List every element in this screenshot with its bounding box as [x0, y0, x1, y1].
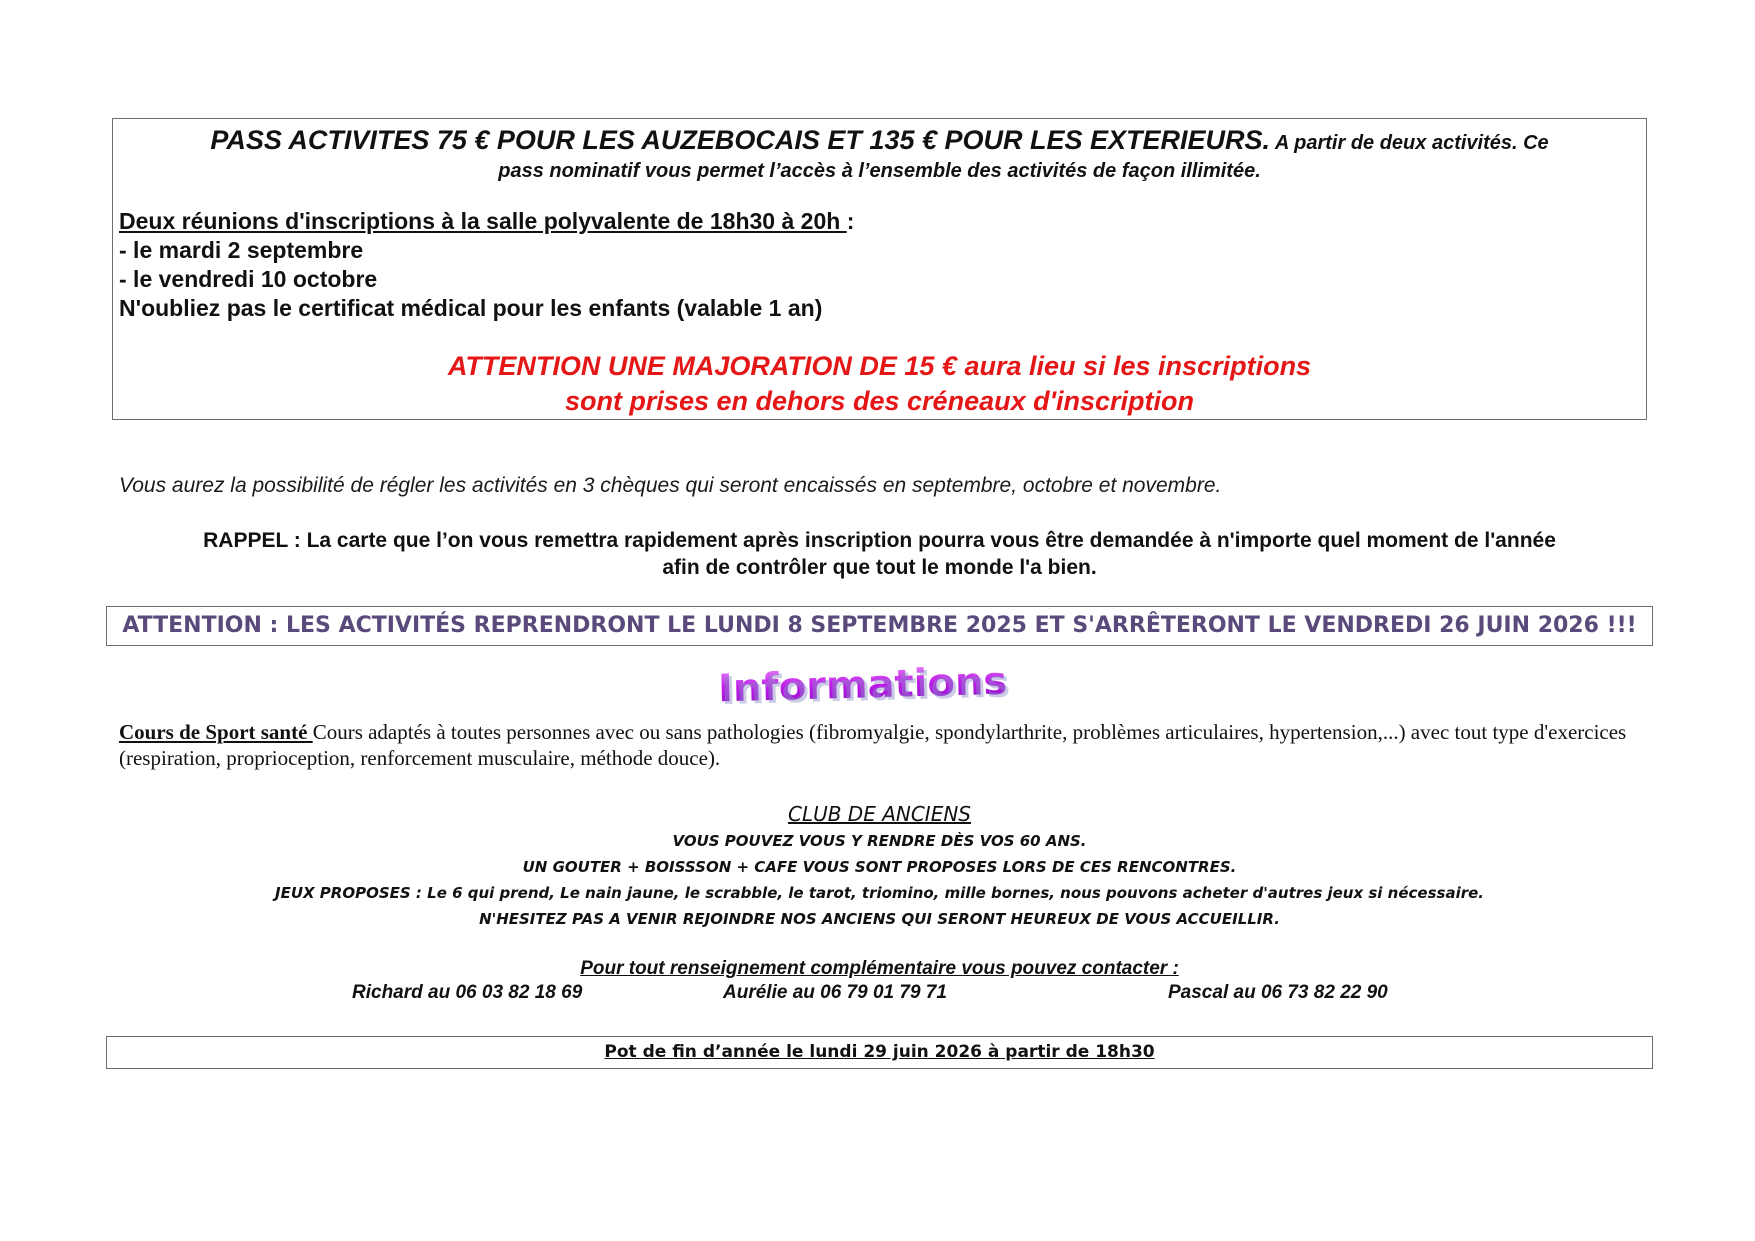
contact-richard: Richard au 06 03 82 18 69 — [352, 982, 583, 1003]
cheques-note: Vous aurez la possibilité de régler les activités en 3 chèques qui seront encaissés en septembre, octobre et novembre. — [119, 474, 1222, 497]
rappel-note — [112, 527, 1647, 581]
reunion-date: - le vendredi 10 octobre — [119, 266, 378, 292]
reunions-heading: Deux réunions d'inscriptions à la salle polyvalente de 18h30 à 20h — [119, 208, 847, 234]
contact-heading: Pour tout renseignement complémentaire vous pouvez contacter : — [580, 958, 1179, 979]
club-anciens-section — [112, 800, 1647, 932]
reunions-block — [119, 207, 854, 323]
club-line: N'HESITEZ PAS A VENIR REJOINDRE NOS ANCIENS QUI SERONT HEUREUX DE VOUS ACCUEILLIR. — [479, 910, 1280, 928]
informations-wordart: Informations — [717, 659, 1008, 711]
majoration-warning — [113, 349, 1646, 419]
contact-pascal: Pascal au 06 73 82 22 90 — [1168, 982, 1388, 1003]
pass-intro: A partir de deux activités. Ce — [1270, 132, 1549, 154]
sport-sante-paragraph — [119, 719, 1644, 771]
rappel-line-1: RAPPEL : La carte que l’on vous remettra rapidement après inscription pourra vous être demandée à n'importe quel moment de l'année — [203, 529, 1556, 552]
club-title: CLUB DE ANCIENS — [787, 802, 972, 826]
pass-activites-box — [112, 118, 1647, 420]
pass-description: pass nominatif vous permet l’accès à l’ensemble des activités de façon illimitée. — [498, 160, 1261, 182]
sport-sante-label: Cours de Sport santé — [119, 720, 313, 744]
club-line: VOUS POUVEZ VOUS Y RENDRE DÈS VOS 60 ANS. — [672, 832, 1087, 850]
pass-line-1 — [113, 125, 1646, 156]
reunion-date: - le mardi 2 septembre — [119, 237, 364, 263]
majoration-line-2: sont prises en dehors des créneaux d'inscription — [564, 386, 1195, 416]
certificate-reminder: N'oubliez pas le certificat médical pour les enfants (valable 1 an) — [119, 295, 823, 321]
pass-title: PASS ACTIVITES 75 € POUR LES AUZEBOCAIS ET 135 € POUR LES EXTERIEURS. — [210, 125, 1271, 155]
pot-fin-annee-text: Pot de fin d’année le lundi 29 juin 2026 à partir de 18h30 — [604, 1042, 1155, 1062]
contact-aurelie: Aurélie au 06 79 01 79 71 — [723, 982, 947, 1003]
sport-sante-text: Cours adaptés à toutes personnes avec ou sans pathologies (fibromyalgie, spondylarthrite, problèmes articulaires, hypertension,...) avec tout type d'exercices (respiration, proprioception, renforcement musculaire, méthode douce). — [119, 720, 1627, 770]
reunions-heading-line — [119, 207, 854, 236]
pot-fin-annee-box — [106, 1036, 1653, 1069]
reunions-colon: : — [846, 208, 855, 234]
majoration-line-1: ATTENTION UNE MAJORATION DE 15 € aura lieu si les inscriptions — [447, 351, 1312, 381]
rappel-line-2: afin de contrôler que tout le monde l'a bien. — [662, 556, 1097, 579]
club-line: JEUX PROPOSES : Le 6 qui prend, Le nain jaune, le scrabble, le tarot, triomino, mille bornes, nous pouvons acheter d'autres jeux si nécessaire. — [275, 884, 1484, 902]
activities-dates-box — [106, 606, 1653, 646]
activities-dates-text: ATTENTION : LES ACTIVITÉS REPRENDRONT LE LUNDI 8 SEPTEMBRE 2025 ET S'ARRÊTERONT LE VENDREDI 26 JUIN 2026 !!! — [122, 613, 1637, 638]
club-line: UN GOUTER + BOISSSON + CAFE VOUS SONT PROPOSES LORS DE CES RENCONTRES. — [522, 858, 1237, 876]
